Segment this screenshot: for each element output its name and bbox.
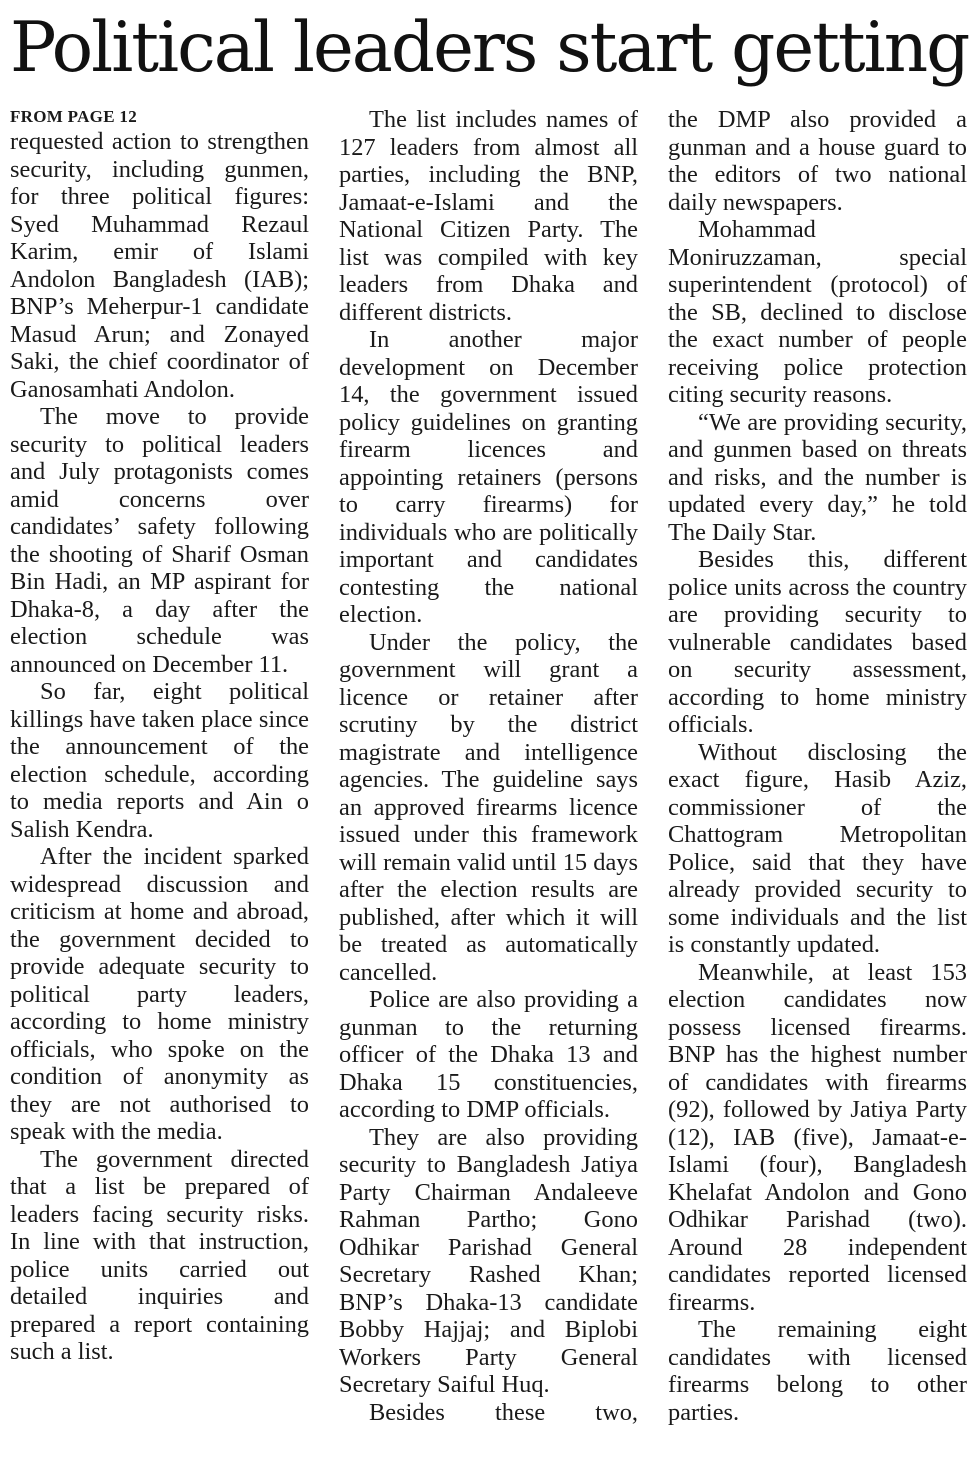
from-page-kicker: FROM PAGE 12 [10, 107, 137, 126]
article-paragraph: requested action to strengthen security, including gunmen, for three political figures: Syed Muhammad Rezaul Karim, emir of Islami Andolon Bangladesh (IAB); BNP’s Meherpur-1 candidate Masud Arun; and Zonayed Saki, the chief coordinator of Ganosamhati Andolon. [10, 128, 309, 403]
article-paragraph: Besides these two, [369, 1398, 638, 1426]
article-column-3 [668, 106, 967, 1426]
article-column-2 [339, 106, 638, 1426]
article-paragraph: The list includes names of 127 leaders from almost all parties, including the BNP, Jamaat-e-Islami and the National Citizen Party. The list was compiled with key leaders from Dhaka and different districts. [339, 106, 638, 326]
article-paragraph: The government directed that a list be prepared of leaders facing security risks. In line with that instruction, police units carried out detailed inquiries and prepared a report containing such a list. [10, 1145, 309, 1365]
headline: Political leaders start getting [10, 8, 969, 88]
article-paragraph: The move to provide security to political leaders and July protagonists comes amid concerns over candidates’ safety following the shooting of Sharif Osman Bin Hadi, an MP aspirant for Dhaka-8, a day after the election schedule was announced on December 11. [10, 403, 309, 678]
article-paragraph: Mohammad Moniruzzaman, special superintendent (protocol) of the SB, declined to disclose the exact number of people receiving police protection citing security reasons. [668, 216, 967, 408]
article-paragraph: “We are providing security, and gunmen based on threats and risks, and the number is updated every day,” he told The Daily Star. [668, 408, 967, 546]
article-paragraph: Meanwhile, at least 153 election candidates now possess licensed firearms. BNP has the highest number of candidates with firearms (92), followed by Jatiya Party (12), IAB (five), Jamaat-e-Islami (four), Bangladesh Khelafat Andolon and Gono Odhikar Parishad (two). Around 28 independent candidates reported licensed firearms. [668, 958, 967, 1316]
article-paragraph: Besides this, different police units across the country are providing security to vulnerable candidates based on security assessment, according to home ministry officials. [668, 546, 967, 738]
article-paragraph: They are also providing security to Bangladesh Jatiya Party Chairman Andaleeve Rahman Partho; Gono Odhikar Parishad General Secretary Rashed Khan; BNP’s Dhaka-13 candidate Bobby Hajjaj; and Biplobi Workers Party General Secretary Saiful Huq. [339, 1123, 638, 1398]
article-paragraph: In another major development on December 14, the government issued policy guidelines on granting firearm licences and appointing retainers (persons to carry firearms) for individuals who are politically important and candidates contesting the national election. [339, 326, 638, 628]
article-paragraph: The remaining eight candidates with licensed firearms belong to other parties. [668, 1316, 967, 1426]
article-paragraph: the DMP also provided a gunman and a house guard to the editors of two national daily newspapers. [668, 106, 967, 216]
article-paragraph: Police are also providing a gunman to the returning officer of the Dhaka 13 and Dhaka 15 constituencies, according to DMP officials. [339, 986, 638, 1123]
article-column-1 [10, 106, 309, 1366]
article-paragraph: So far, eight political killings have taken place since the announcement of the election schedule, according to media reports and Ain o Salish Kendra. [10, 678, 309, 843]
article-paragraph: Under the policy, the government will grant a licence or retainer after scrutiny by the district magistrate and intelligence agencies. The guideline says an approved firearms licence issued under this framework will remain valid until 15 days after the election results are published, after which it will be treated as automatically cancelled. [339, 628, 638, 986]
article-paragraph: Without disclosing the exact figure, Hasib Aziz, commissioner of the Chattogram Metropolitan Police, said that they have already provided security to some individuals and the list is constantly updated. [668, 738, 967, 958]
article-paragraph: After the incident sparked widespread discussion and criticism at home and abroad, the government decided to provide adequate security to political party leaders, according to home ministry officials, who spoke on the condition of anonymity as they are not authorised to speak with the media. [10, 843, 309, 1145]
